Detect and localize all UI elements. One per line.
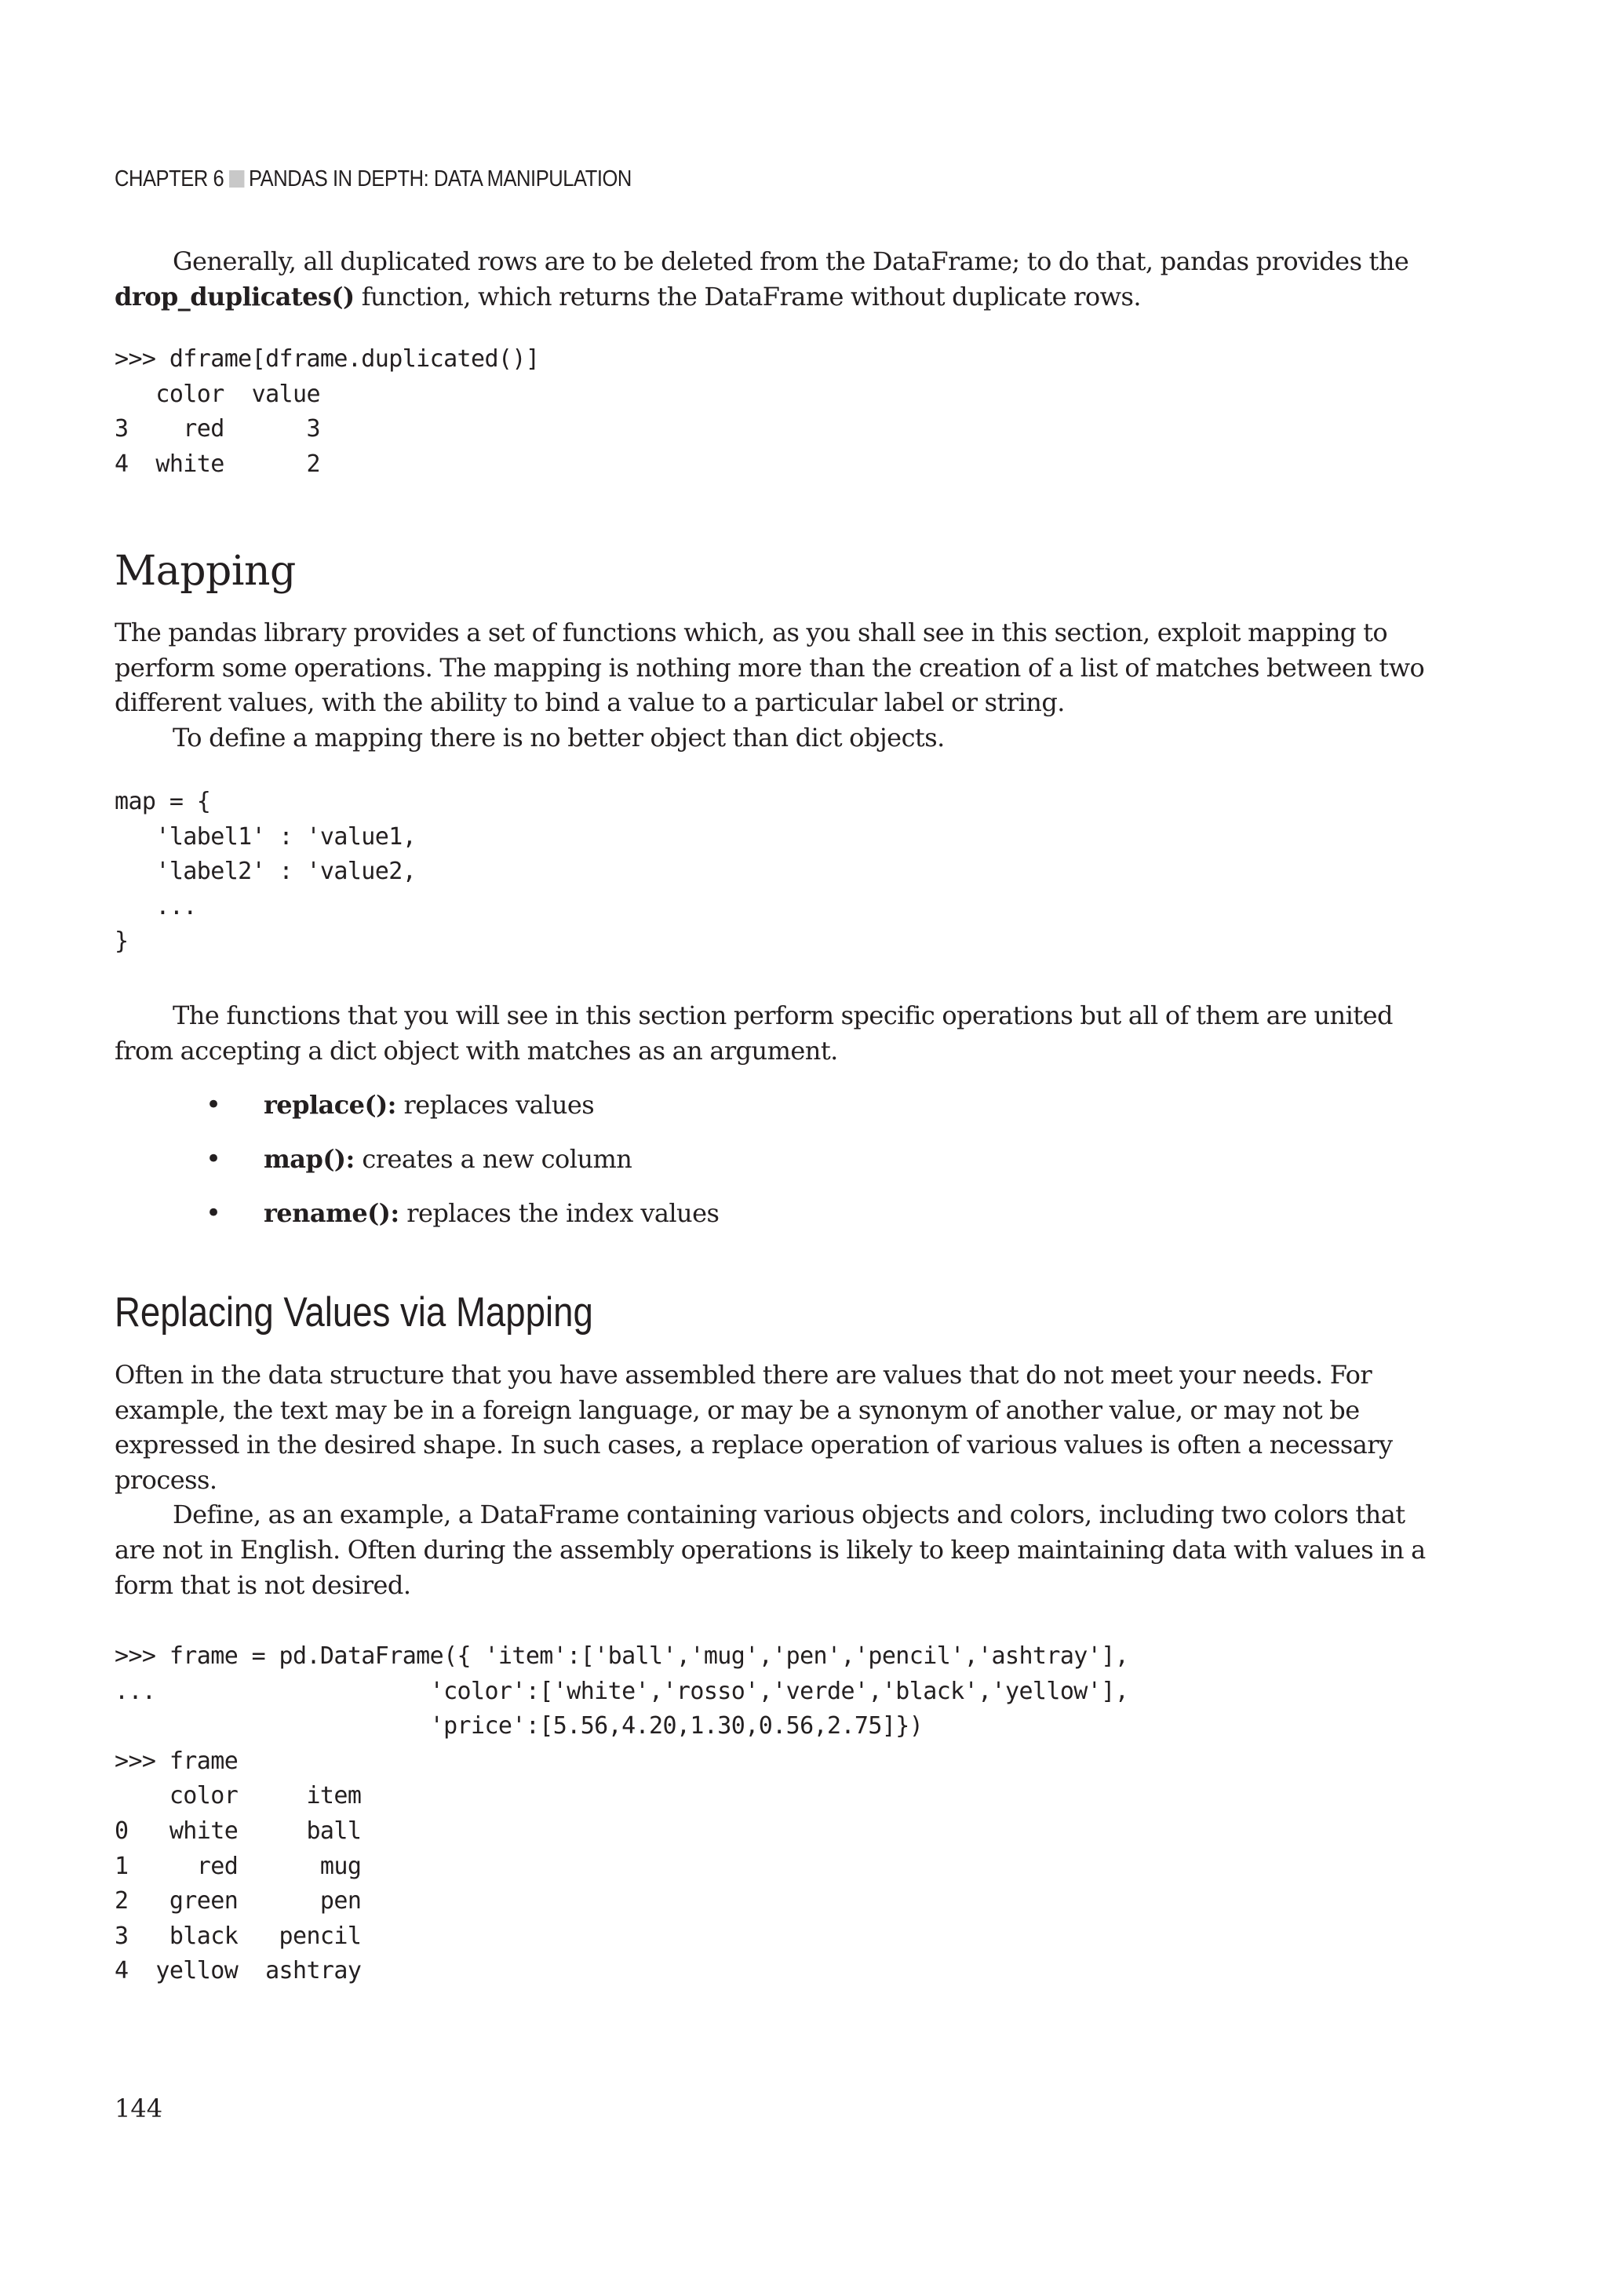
- bullet-function-name: map():: [264, 1144, 355, 1174]
- replacing-paragraph-1: Often in the data structure that you have assembled there are values that do not meet your needs. For example, the text may be in a foreign language, or may be a synonym of another value, or may not be expressed in the desired shape. In such cases, a replace operation of various values is often a necessary process.: [115, 1360, 1393, 1495]
- code-block-duplicated: >>> dframe[dframe.duplicated()] color value 3 red 3 4 white 2: [115, 345, 540, 478]
- bullet-item-rename: [206, 1196, 719, 1250]
- mapping-paragraph: The pandas library provides a set of functions which, as you shall see in this section, exploit mapping to perform some operations. The mapping is nothing more than the creation of a list of matches between two different values, with the ability to bind a value to a particular label or string.: [115, 618, 1425, 718]
- function-bullet-list: [206, 1088, 719, 1250]
- bullet-description: replaces the index values: [399, 1198, 720, 1228]
- code-block-frame: >>> frame = pd.DataFrame({ 'item':['ball','mug','pen','pencil','ashtray'], ... 'color':['white','rosso','verde','black','yellow'], 'price':[5.56,4.20,1.30,0.56,2.75]}) >>> frame color item 0 white ball 1 red mug 2 green pen 3 black pencil 4 yellow ashtray: [115, 1642, 1129, 1985]
- replacing-paragraph-2: Define, as an example, a DataFrame containing various objects and colors, including two colors that are not in English. Often during the assembly operations is likely to keep maintaining data with values in a form that is not desired.: [115, 1500, 1426, 1600]
- bullet-description: replaces values: [395, 1090, 595, 1120]
- paragraph-text-before: Generally, all duplicated rows are to be deleted from the DataFrame; to do that, pandas provides the: [173, 246, 1409, 276]
- code-block-map-dict: map = { 'label1' : 'value1, 'label2' : 'value2, ... }: [115, 788, 417, 956]
- header-separator-square: [229, 170, 244, 188]
- section-heading-replacing-values: Replacing Values via Mapping: [115, 1289, 593, 1336]
- chapter-label: CHAPTER 6: [115, 166, 224, 191]
- section-heading-mapping: Mapping: [115, 548, 296, 595]
- page-number: 144: [115, 2094, 163, 2123]
- bullet-function-name: rename():: [264, 1198, 399, 1228]
- mapping-paragraph-2: To define a mapping there is no better object than dict objects.: [173, 722, 945, 753]
- chapter-title: PANDAS IN DEPTH: DATA MANIPULATION: [248, 166, 632, 191]
- duplicates-paragraph: [115, 244, 1441, 314]
- replacing-intro: [115, 1358, 1441, 1602]
- paragraph-text-after: function, which returns the DataFrame without duplicate rows.: [354, 281, 1141, 312]
- functions-paragraph-block: [115, 998, 1441, 1068]
- drop-duplicates-function: drop_duplicates(): [115, 281, 355, 312]
- bullet-function-name: replace():: [264, 1090, 396, 1120]
- bullet-item-map: [206, 1142, 719, 1196]
- running-header: [115, 166, 632, 192]
- bullet-item-replace: [206, 1088, 719, 1142]
- mapping-intro: [115, 615, 1441, 755]
- bullet-description: creates a new column: [354, 1144, 632, 1174]
- functions-paragraph: The functions that you will see in this section perform specific operations but all of them are united from accepting a dict object with matches as an argument.: [115, 1000, 1393, 1066]
